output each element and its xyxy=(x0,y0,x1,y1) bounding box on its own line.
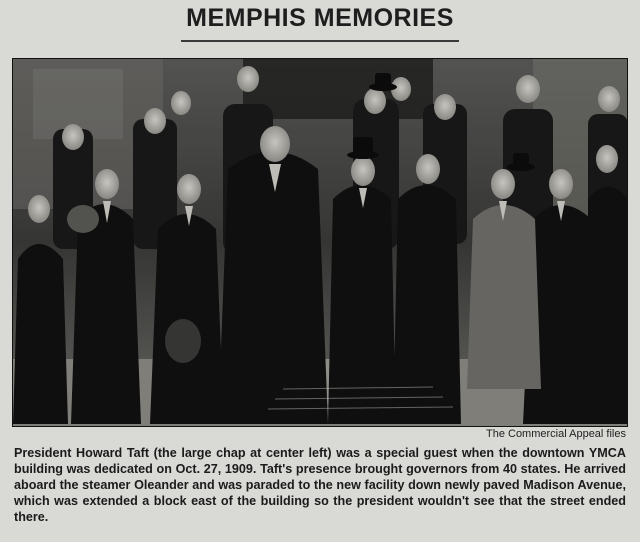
photo-credit: The Commercial Appeal files xyxy=(485,428,626,440)
historic-group-photo xyxy=(12,58,628,427)
photo-illustration xyxy=(13,59,627,426)
headline-rule xyxy=(181,40,459,42)
headline: MEMPHIS MEMORIES xyxy=(186,4,454,32)
photo-caption: President Howard Taft (the large chap at center left) was a special guest when the downtown YMCA building was dedicated on Oct. 27, 1909. Taft's presence brought governors from 40 states. He arrived aboard the steamer Oleander and was paraded to the new facility down newly paved Madison Avenue, which was extended a block east of the building so the president wouldn't see that the street ended there. xyxy=(14,446,626,524)
